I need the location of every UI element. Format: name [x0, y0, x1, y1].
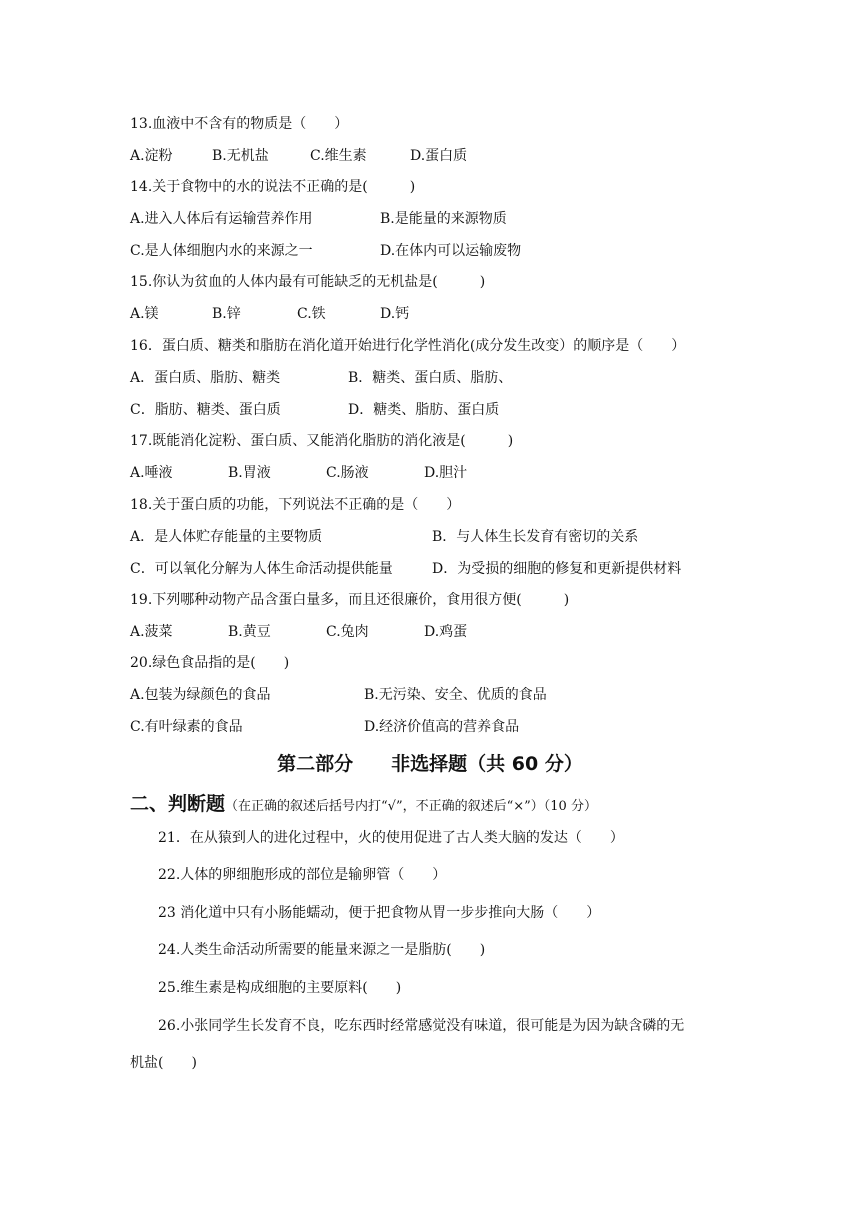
judgement-item-24: 24.人类生命活动所需要的能量来源之一是脂肪( ): [158, 942, 486, 958]
q19-option-b: B.黄豆: [228, 624, 271, 640]
q18-option-c: C．可以氧化分解为人体生命活动提供能量: [130, 561, 393, 577]
q19-option-c: C.兔肉: [326, 624, 369, 640]
q18-option-a: A．是人体贮存能量的主要物质: [130, 529, 323, 545]
q18-option-d: D．为受损的细胞的修复和更新提供材料: [432, 561, 682, 577]
q15-option-c: C.铁: [297, 306, 326, 322]
q19-option-d: D.鸡蛋: [424, 624, 468, 640]
q16-option-b: B．糖类、蛋白质、脂肪、: [348, 370, 513, 386]
q14-option-d: D.在体内可以运输废物: [380, 243, 522, 259]
q13-option-a: A.淀粉: [130, 148, 173, 164]
q17-option-a: A.唾液: [130, 465, 173, 481]
q16-option-d: D．糖类、脂肪、蛋白质: [348, 402, 500, 418]
q20-option-d: D.经济价值高的营养食品: [364, 719, 520, 735]
judgement-item-26-continued: 机盐( ): [130, 1055, 197, 1071]
q20-option-c: C.有叶绿素的食品: [130, 719, 243, 735]
q20-option-a: A.包装为绿颜色的食品: [130, 687, 271, 703]
q16-option-a: A．蛋白质、脂肪、糖类: [130, 370, 281, 386]
judgement-item-25: 25.维生素是构成细胞的主要原料( ): [158, 980, 402, 996]
q15-option-b: B.锌: [212, 306, 241, 322]
q17-option-c: C.肠液: [326, 465, 369, 481]
q16-option-c: C．脂肪、糖类、蛋白质: [130, 402, 281, 418]
judgement-heading: 二、判断题: [130, 793, 226, 815]
judgement-item-26: 26.小张同学生长发育不良，吃东西时经常感觉没有味道，很可能是为因为缺含磷的无: [158, 1018, 685, 1034]
q14-option-a: A.进入人体后有运输营养作用: [130, 211, 313, 227]
q13-option-b: B.无机盐: [212, 148, 269, 164]
q14-option-b: B.是能量的来源物质: [380, 211, 507, 227]
judgement-section-header: [130, 789, 597, 816]
q20-option-b: B.无污染、安全、优质的食品: [364, 687, 547, 703]
question-14-stem: 14.关于食物中的水的说法不正确的是( ): [130, 179, 416, 195]
q18-option-b: B．与人体生长发育有密切的关系: [432, 529, 639, 545]
question-15-stem: 15.你认为贫血的人体内最有可能缺乏的无机盐是( ): [130, 274, 486, 290]
question-13-stem: 13.血液中不含有的物质是（ ）: [130, 116, 349, 132]
question-17-stem: 17.既能消化淀粉、蛋白质、又能消化脂肪的消化液是( ): [130, 433, 514, 449]
judgement-item-22: 22.人体的卵细胞形成的部位是输卵管（ ）: [158, 867, 447, 883]
question-19-stem: 19.下列哪种动物产品含蛋白量多，而且还很廉价，食用很方便( ): [130, 592, 570, 608]
q13-option-d: D.蛋白质: [410, 148, 468, 164]
q17-option-b: B.胃液: [228, 465, 271, 481]
judgement-instruction: （在正确的叙述后括号内打“√”，不正确的叙述后“×”）（10 分）: [225, 799, 597, 814]
q13-option-c: C.维生素: [310, 148, 367, 164]
q17-option-d: D.胆汁: [424, 465, 468, 481]
q15-option-d: D.钙: [380, 306, 410, 322]
part-two-title: 第二部分 非选择题（共 60 分）: [277, 753, 583, 775]
question-16-stem: 16．蛋白质、糖类和脂肪在消化道开始进行化学性消化(成分发生改变）的顺序是（ ）: [130, 338, 686, 354]
judgement-item-21: 21．在从猿到人的进化过程中，火的使用促进了古人类大脑的发达（ ）: [158, 830, 624, 846]
judgement-item-23: 23 消化道中只有小肠能蠕动，便于把食物从胃一步步推向大肠（ ）: [158, 905, 601, 921]
question-20-stem: 20.绿色食品指的是( ): [130, 655, 290, 671]
q15-option-a: A.镁: [130, 306, 159, 322]
question-18-stem: 18.关于蛋白质的功能，下列说法不正确的是（ ）: [130, 497, 461, 513]
q14-option-c: C.是人体细胞内水的来源之一: [130, 243, 313, 259]
q19-option-a: A.菠菜: [130, 624, 173, 640]
